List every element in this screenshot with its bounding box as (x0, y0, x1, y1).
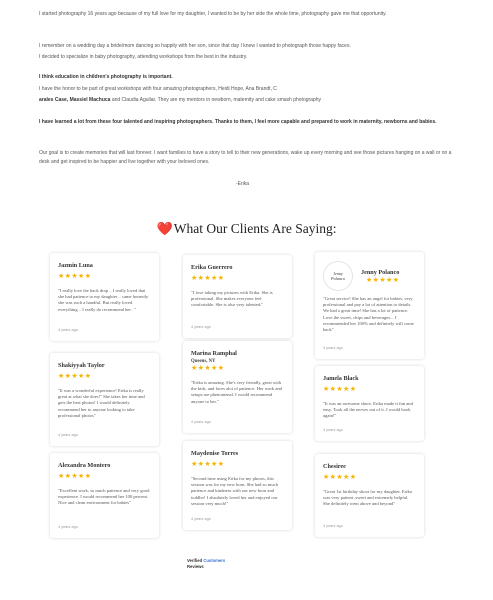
review-card (50, 453, 159, 538)
review-time: 4 years ago (191, 325, 211, 329)
review-time: 4 years ago (58, 525, 78, 529)
reviewer-location: Queens, NY (191, 359, 216, 364)
rating-stars: ★★★★★ (191, 461, 225, 468)
review-text: "Great service! She has an angel for babies, very professional and pay a lot of attention to details. We had a great time! She has a lot of patience. Love the sweet, chips and beverages... I recommended her 100% and definitely will come back" (323, 296, 414, 333)
reviewer-name: Erika Guerrero (191, 264, 233, 271)
review-time: 4 years ago (58, 328, 78, 332)
review-text: "I really love the back drop .. I really loved that she had patience to my daughter .. came honestly she was such a handful. But really loved everything .. I really do recommend her . " (58, 288, 149, 312)
reviewer-avatar: Jenny Polanco (323, 261, 353, 291)
reviewer-name: Jazmin Luna (58, 262, 93, 269)
review-time: 4 years ago (323, 346, 343, 350)
review-card (315, 454, 424, 537)
review-card (183, 441, 292, 530)
review-time: 4 years ago (58, 433, 78, 437)
rating-stars: ★★★★★ (58, 273, 92, 280)
reviewer-name: Shakiyyah Taylor (58, 362, 105, 369)
review-card (50, 353, 159, 446)
review-card (50, 253, 159, 341)
review-text: "Second time using Erika for my photos, this session was for my new born. She had so much patience and kindness with our new born and toddler! I absolutely loved her and enjoyed our session very much!" (191, 476, 279, 506)
review-time: 4 years ago (323, 524, 343, 528)
verified-reviews-badge[interactable]: Verified Customers Reviews (187, 558, 226, 569)
review-card (315, 366, 424, 441)
reviewer-name: Chesiree (323, 463, 346, 470)
review-text: "Excellent work, so much patience and very good experience. I would recommend her 100 percent. Nice and clean environment for babies" (58, 488, 150, 506)
review-card (183, 255, 292, 338)
reviewer-name: Maydenise Torres (191, 450, 239, 457)
review-text: "It was a wonderful experience! Erika is really great at what she does!" She takes her time and gets the best photos! I would definitely recommend her to anyone looking to take professional photos" (58, 388, 145, 418)
about-paragraph: I remember on a wedding day a bride/mom dancing so happily with her son, since that day I knew I wanted to photograph those happy faces. (39, 43, 351, 49)
about-paragraph: I think education in children's photography is important. (39, 74, 173, 80)
reviews-heading: ❤️What Our Clients Are Saying: (156, 221, 337, 236)
rating-stars: ★★★★★ (366, 277, 400, 284)
review-time: 4 years ago (323, 428, 343, 432)
review-text: "Erika is amazing. She's very friendly, great with the kids, and faces alot of patience. Her work and setups are phenomenal. I would recommend anyone to her." (191, 380, 282, 404)
heart-icon: ❤️ (156, 221, 173, 236)
review-card (315, 252, 424, 359)
rating-stars: ★★★★★ (191, 365, 225, 372)
rating-stars: ★★★★★ (191, 275, 225, 282)
about-paragraph: I have learned a lot from these four talented and inspiring photographers. Thanks to them, I feel more capable and prepared to work in maternity, newborns and babies. (39, 119, 437, 125)
review-time: 4 years ago (191, 517, 211, 521)
review-time: 4 years ago (191, 420, 211, 424)
about-paragraph: I have the honor to be part of great workshops with four amazing photographers, Heidi Hope, Ana Brandt, C (39, 86, 277, 92)
review-text: "I love taking my pictures with Erika. She is professional. She makes everyone feel comfortable. She is also very talented." (191, 290, 273, 308)
reviewer-name: Jenny Polanco (361, 269, 400, 276)
rating-stars: ★★★★★ (323, 474, 357, 481)
about-paragraph: arales Case, Massiel Machuca and Claudia Aguilar. They are my mentors in newborn, maternity and cake smash photography (39, 97, 322, 103)
rating-stars: ★★★★★ (58, 373, 92, 380)
review-card (183, 341, 292, 433)
rating-stars: ★★★★★ (323, 386, 357, 393)
review-text: "Great 1st birthday shoot for my daughter. Erika was very patient ,sweet and extremely helpful. She definitely went above and beyond" (323, 489, 412, 507)
reviewer-name: Alexandra Montero (58, 462, 111, 469)
about-paragraph: I started photography 16 years ago because of my full love for my daughter, I wanted to be by her side the whole time, photography gave me that opportunity. (39, 11, 387, 17)
about-paragraph: Our goal is to create memories that will last forever. I want families to have a story to tell to their new generations, wake up every morning and see those pictures hanging on a wall or on a desk and get inspired to be happier and live together with your beloved ones. (39, 150, 452, 165)
rating-stars: ★★★★★ (58, 473, 92, 480)
reviewer-name: Marina Ramphal (191, 350, 237, 357)
review-text: "It was an awesome shoot. Erika made it fun and easy. Took all the nerves out of it. I would book again!" (323, 401, 413, 419)
signature: -Erika (236, 181, 250, 187)
about-paragraph: I decided to specialize in baby photography, attending workshops from the best in the industry. (39, 54, 248, 60)
reviewer-name: Jamela Black (323, 375, 359, 382)
